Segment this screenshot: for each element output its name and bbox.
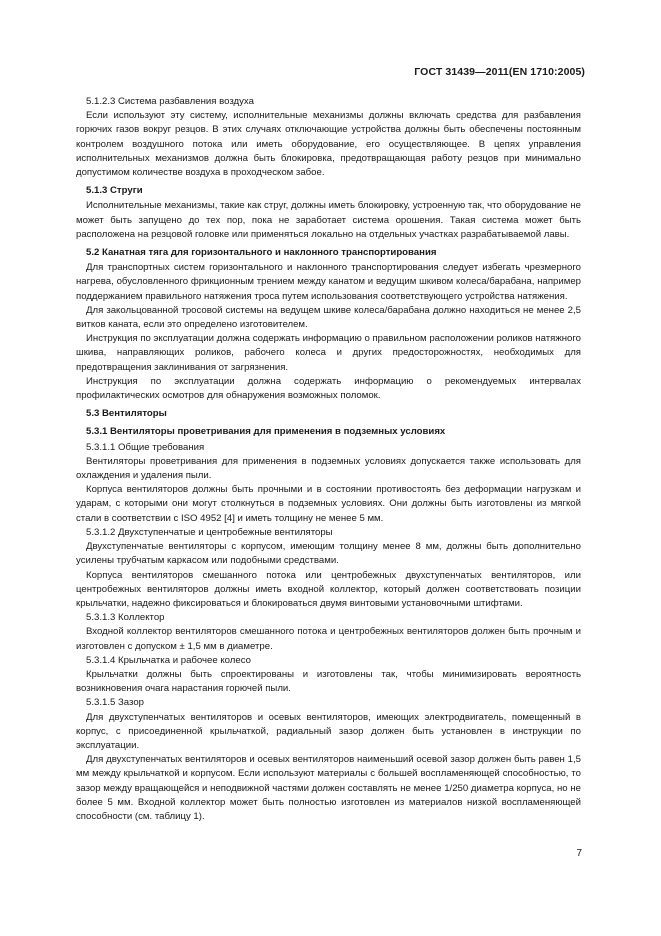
section-heading: 5.2 Канатная тяга для горизонтального и наклонного транспортирования — [86, 247, 437, 259]
subsection-heading: 5.3.1.5 Зазор — [86, 697, 144, 709]
subsection-heading: 5.3.1.1 Общие требования — [86, 441, 205, 453]
paragraph: Если используют эту систему, исполнительные механизмы должны включать средства для разбавления горючих газов вокруг резцов. В этих случаях отключающие устройства должны быть обеспечены постоянным контролем воздушного потока или иметь оборудование, его осуществляющее. В цепях управления исполнительных механизмов должна быть блокировка, предотвращающая работу резцов при минимально допустимом количестве воздуха в проходческом забое. — [76, 110, 581, 179]
document-header: ГОСТ 31439—2011(EN 1710:2005) — [414, 66, 585, 78]
section-heading: 5.3.1 Вентиляторы проветривания для применения в подземных условиях — [86, 426, 446, 438]
paragraph: Вентиляторы проветривания для применения в подземных условиях допускается также использовать для охлаждения и удаления пыли. — [76, 455, 581, 482]
paragraph: Двухступенчатые вентиляторы с корпусом, имеющим толщину менее 8 мм, должны быть дополнительно усилены трубчатым каркасом или подобными средствами. — [76, 541, 581, 567]
subsection-heading: 5.3.1.4 Крыльчатка и рабочее колесо — [86, 654, 251, 666]
subsection-heading: 5.1.2.3 Система разбавления воздуха — [86, 96, 254, 107]
section-heading: 5.3 Вентиляторы — [86, 408, 167, 420]
paragraph: Для двухступенчатых вентиляторов и осевых вентиляторов наименьший осевой зазор должен быть равен 1,5 мм между крыльчаткой и корпусом. Если используют материалы с большей воспламеняющей способностью, то зазор между вращающейся и неподвижной частями должен составлять не менее 1/250 диаметра корпуса, но не более 5 мм. Входной коллектор может быть полностью изготовлен из материалов низкой воспламеняющей способности (см. таблицу 1). — [76, 754, 581, 822]
paragraph: Корпуса вентиляторов должны быть прочными и в состоянии противостоять без деформации нагрузкам и ударам, с которыми они могут столкнуться в подземных условиях. Они должны быть изготовлены из мягкой стали в соответствии с ISO 4952 [4] и иметь толщину не менее 5 мм. — [76, 484, 581, 524]
paragraph: Инструкция по эксплуатации должна содержать информацию о рекомендуемых интервалах профилактических осмотров для обнаружения возможных поломок. — [76, 375, 581, 402]
paragraph: Крыльчатки должны быть спроектированы и изготовлены так, чтобы минимизировать вероятность возникновения очага нарастания горючей пыли. — [76, 668, 581, 695]
page-number: 7 — [576, 848, 582, 859]
paragraph: Входной коллектор вентиляторов смешанного потока и центробежных вентиляторов должен быть прочным и изготовлен с допуском ± 1,5 мм в диаметре. — [76, 626, 581, 652]
paragraph: Корпуса вентиляторов смешанного потока или центробежных двухступенчатых вентиляторов, или центробежных вентиляторов должны иметь входной коллектор, который должен соответствовать позиции крыльчатки, надежно фиксироваться и блокироваться двумя винтовыми установочными штифтами. — [76, 569, 581, 609]
paragraph: Для транспортных систем горизонтального и наклонного транспортирования следует избегать чрезмерного нагрева, обусловленного фрикционным трением между канатом и ведущим шкивом колеса/барабана, например поддержанием правильного натяжения троса путем использования соответствующего устройства натяжения. — [76, 262, 581, 302]
paragraph: Для закольцованной тросовой системы на ведущем шкиве колеса/барабана должно находиться не менее 2,5 витков каната, если это определено изготовителем. — [76, 304, 581, 331]
subsection-heading: 5.3.1.3 Коллектор — [86, 612, 165, 624]
paragraph: Инструкция по эксплуатации должна содержать информацию о правильном расположении роликов натяжного шкива, направляющих роликов, рабочего колеса и других предосторожностях, необходимых для предотвращения заклинивания от загрязнения. — [76, 333, 581, 373]
subsection-heading: 5.3.1.2 Двухступенчатые и центробежные вентиляторы — [86, 526, 333, 538]
section-heading: 5.1.3 Струги — [86, 185, 143, 197]
paragraph: Для двухступенчатых вентиляторов и осевых вентиляторов, имеющих электродвигатель, помещенный в корпус, с присоединенной крыльчаткой, радиальный зазор должен быть установлен в инструкции по эксплуатации. — [76, 711, 581, 751]
paragraph: Исполнительные механизмы, такие как струг, должны иметь блокировку, устроенную так, что оборудование не может быть запущено до тех пор, пока не заработает система орошения. Такая система может быть расположена на резцовой головке или применяться локально на отдельных участках разрабатываемой лавы. — [76, 200, 581, 240]
document-body — [76, 95, 581, 824]
